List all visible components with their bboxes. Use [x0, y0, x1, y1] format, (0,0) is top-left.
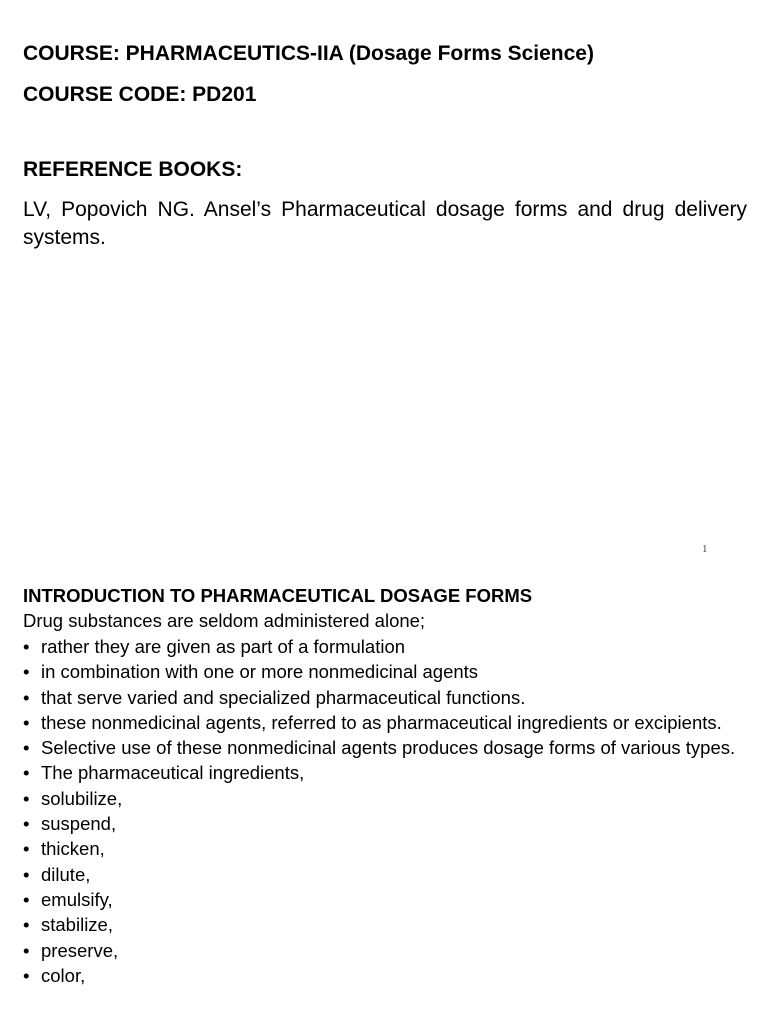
course-code: COURSE CODE: PD201 — [23, 83, 257, 106]
list-item — [23, 710, 747, 735]
bullet-icon: • — [23, 661, 30, 683]
introduction-bullet-list — [23, 634, 747, 988]
list-item-text: suspend, — [41, 813, 117, 835]
list-item — [23, 811, 747, 836]
list-item-text: that serve varied and specialized pharmaceutical functions. — [41, 686, 526, 708]
list-item — [23, 760, 747, 785]
list-item-text: The pharmaceutical ingredients, — [41, 762, 305, 784]
list-item — [23, 836, 747, 861]
bullet-icon: • — [23, 964, 30, 986]
bullet-icon: • — [23, 636, 30, 657]
list-item-text: Selective use of these nonmedicinal agents produces dosage forms of various types. — [41, 737, 736, 759]
list-item — [23, 634, 747, 659]
list-item-text: rather they are given as part of a formulation — [41, 636, 406, 657]
list-item — [23, 887, 747, 912]
bullet-icon: • — [23, 838, 30, 860]
bullet-icon: • — [23, 813, 30, 835]
bullet-icon: • — [23, 939, 30, 961]
list-item-text: dilute, — [41, 863, 91, 885]
list-item-text: solubilize, — [41, 787, 123, 809]
list-item — [23, 685, 747, 710]
list-item — [23, 963, 747, 988]
bullet-icon: • — [23, 686, 30, 708]
list-item-text: in combination with one or more nonmedicinal agents — [41, 661, 479, 683]
bullet-icon: • — [23, 863, 30, 885]
list-item-text: emulsify, — [41, 888, 113, 910]
bullet-icon: • — [23, 787, 30, 809]
introduction-lead-text: Drug substances are seldom administered alone; — [23, 610, 426, 631]
bullet-icon: • — [23, 737, 30, 759]
introduction-heading: INTRODUCTION TO PHARMACEUTICAL DOSAGE FORMS — [23, 585, 533, 606]
slide-introduction — [0, 570, 768, 1024]
list-item-text: stabilize, — [41, 914, 113, 936]
list-item — [23, 862, 747, 887]
list-item-text: preserve, — [41, 939, 119, 961]
bullet-icon: • — [23, 888, 30, 910]
bullet-icon: • — [23, 711, 30, 733]
course-title: COURSE: PHARMACEUTICS-IIA (Dosage Forms Science) — [23, 42, 594, 65]
reference-book-citation: LV, Popovich NG. Ansel’s Pharmaceutical dosage forms and drug delivery systems. — [23, 198, 747, 249]
bullet-icon: • — [23, 762, 30, 784]
list-item — [23, 912, 747, 937]
reference-books-heading: REFERENCE BOOKS: — [23, 158, 243, 181]
list-item — [23, 659, 747, 684]
list-item — [23, 938, 747, 963]
list-item-text: these nonmedicinal agents, referred to as pharmaceutical ingredients or excipients. — [41, 711, 722, 733]
list-item — [23, 735, 747, 760]
list-item-text: thicken, — [41, 838, 105, 860]
page-number: 1 — [702, 543, 708, 555]
list-item — [23, 786, 747, 811]
list-item-text: color, — [41, 964, 86, 986]
bullet-icon: • — [23, 914, 30, 936]
